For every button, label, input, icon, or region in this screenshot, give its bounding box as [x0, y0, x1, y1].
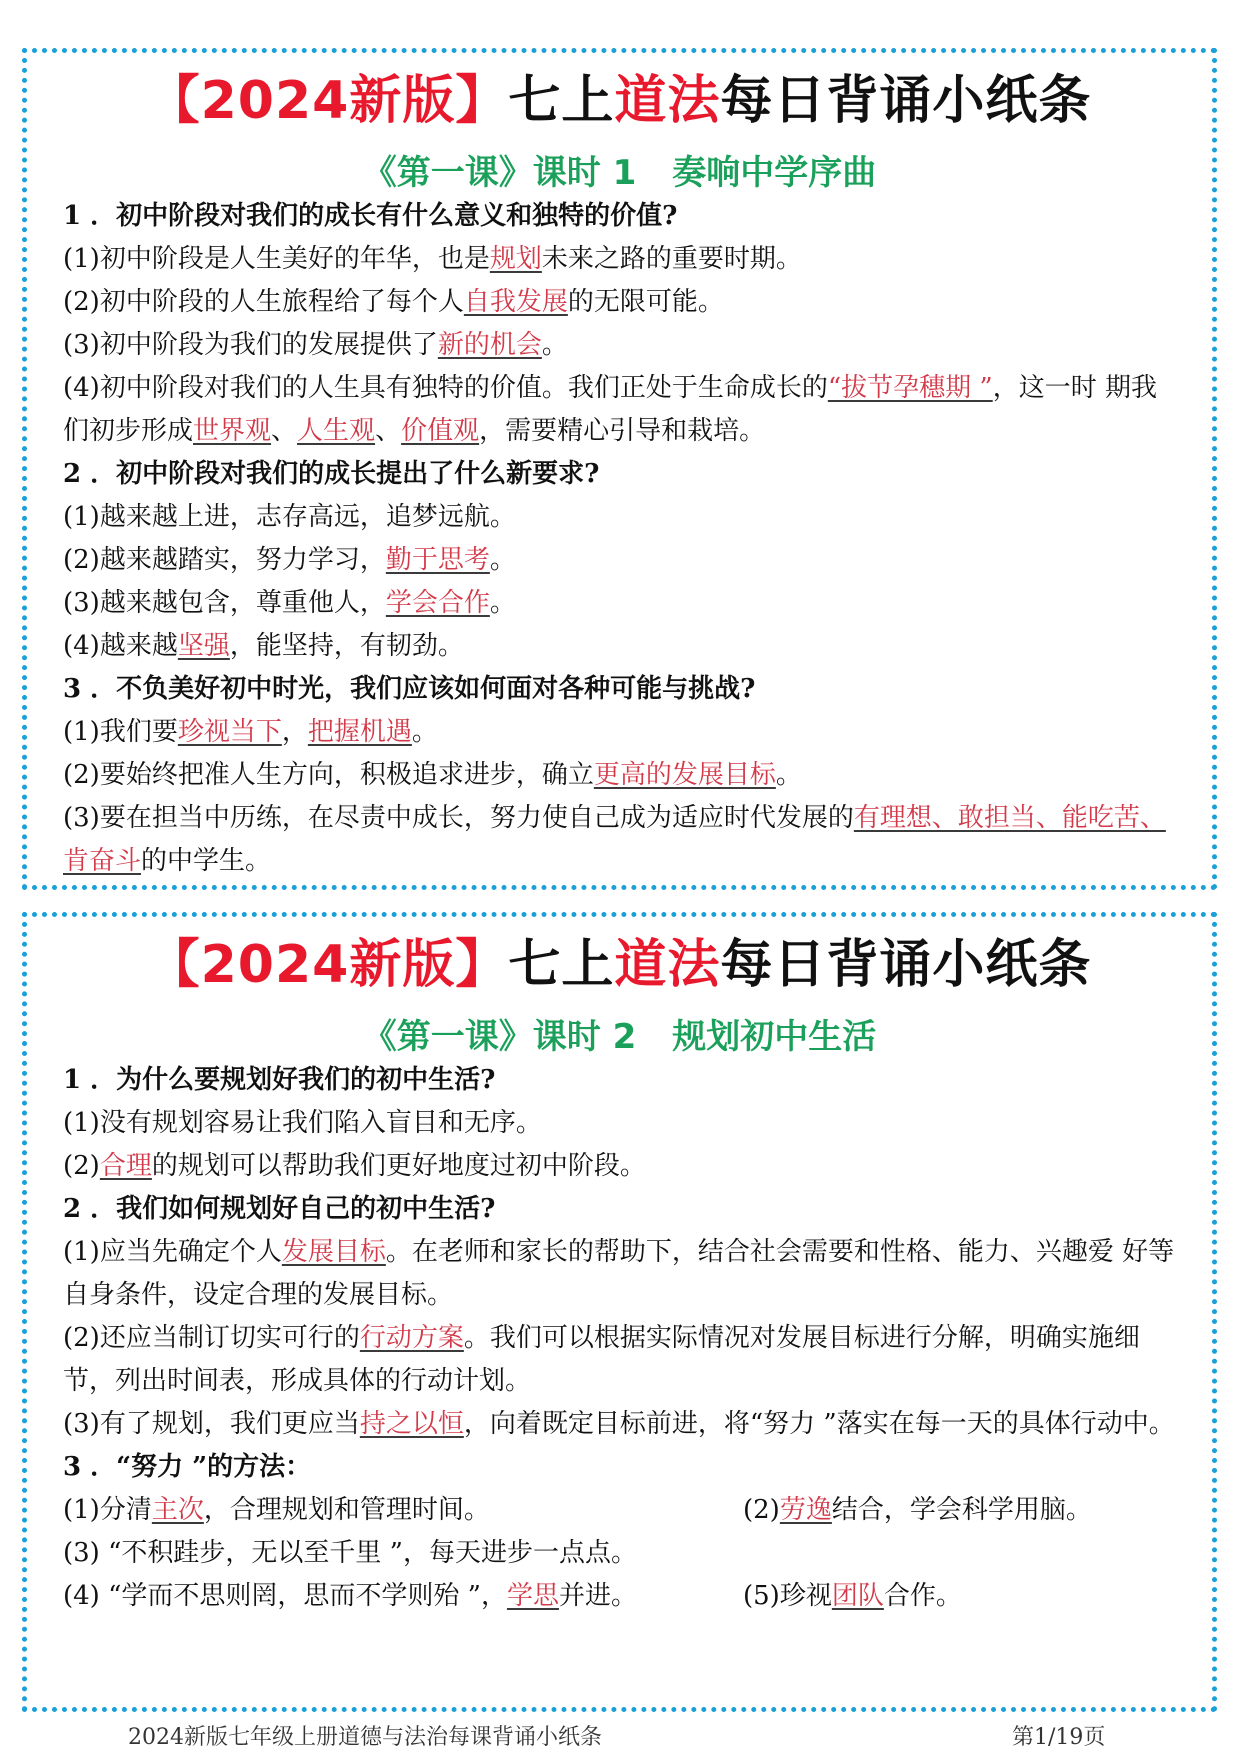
key-term: 主次: [151, 1495, 204, 1525]
header-new-edition: 新版: [349, 935, 456, 995]
key-term: 合理: [99, 1151, 152, 1181]
key-term: 世界观: [193, 416, 272, 446]
key-term: 学思: [506, 1581, 559, 1611]
answer-1-2: (2)初中阶段的人生旅程给了每个人自我发展的无限可能。: [63, 287, 724, 317]
question-3: 3 ．“努力 ”的方法：: [63, 1452, 312, 1482]
answer-2-2: (2)越来越踏实，努力学习，勤于思考。: [63, 545, 516, 575]
lesson-topic: 规划初中生活: [672, 1017, 877, 1057]
footer-title: 2024新版七年级上册道德与法治每课背诵小纸条: [128, 1725, 602, 1750]
key-term: 新的机会: [437, 330, 542, 360]
answer-2-3: (3)越来越包含，尊重他人，学会合作。: [63, 588, 516, 618]
key-term: 持之以恒: [359, 1409, 464, 1439]
header-subject: 道法: [614, 71, 721, 131]
answer-1-2: (2)合理的规划可以帮助我们更好地度过初中阶段。: [63, 1151, 646, 1181]
note-card-lesson1-1: [22, 48, 1217, 890]
answer-2-4: (4)越来越坚强，能坚持，有韧劲。: [63, 631, 464, 661]
key-term: 勤于思考: [385, 545, 490, 575]
lesson-topic: 奏响中学序曲: [672, 153, 877, 193]
key-term: 规划: [489, 244, 542, 274]
header-grade: 七上: [508, 935, 615, 995]
answer-2-3: (3)有了规划，我们更应当持之以恒，向着既定目标前进，将“努力 ”落实在每一天的具体行动中。: [63, 1409, 1175, 1439]
key-term: 劳逸: [779, 1495, 832, 1525]
header-new-edition: 新版: [349, 71, 456, 131]
answer-2-1: (1)应当先确定个人发展目标。在老师和家长的帮助下，结合社会需要和性格、能力、兴趣爱 好等自身条件，设定合理的发展目标。: [63, 1237, 1175, 1310]
method-4: (4) “学而不思则罔，思而不学则殆 ”，学思并进。: [63, 1581, 637, 1611]
page-number: 第1/19页: [1012, 1725, 1106, 1750]
method-row-3: [63, 1575, 1182, 1618]
header-year: 2024: [200, 71, 350, 131]
bracket-close: 】: [455, 935, 509, 995]
header-rest: 每日背诵小纸条: [720, 71, 1092, 131]
header-rest: 每日背诵小纸条: [720, 935, 1092, 995]
bracket-open: 【: [147, 935, 201, 995]
key-term: 坚强: [177, 631, 230, 661]
method-1: (1)分清主次，合理规划和管理时间。: [63, 1495, 490, 1525]
answer-1-3: (3)初中阶段为我们的发展提供了新的机会。: [63, 330, 568, 360]
key-term: 有理想、敢担当、能吃苦、肯奋斗: [63, 803, 1166, 876]
key-term: 行动方案: [359, 1323, 464, 1353]
header-year: 2024: [200, 935, 350, 995]
card-header: [27, 933, 1212, 997]
question-2: 2 ．我们如何规划好自己的初中生活?: [63, 1194, 496, 1224]
key-term: 更高的发展目标: [593, 760, 776, 790]
key-term: 团队: [831, 1581, 884, 1611]
card-header: [27, 69, 1212, 133]
key-term: 价值观: [401, 416, 480, 446]
answer-1-1: (1)没有规划容易让我们陷入盲目和无序。: [63, 1108, 542, 1138]
question-1: 1 ．初中阶段对我们的成长有什么意义和独特的价值?: [63, 201, 678, 231]
key-term: 珍视当下: [177, 717, 282, 747]
lesson-label: 《第一课》课时 1: [362, 153, 637, 193]
key-term: 学会合作: [385, 588, 490, 618]
answer-2-2: (2)还应当制订切实可行的行动方案。我们可以根据实际情况对发展目标进行分解，明确实施细节，列出时间表，形成具体的行动计划。: [63, 1323, 1140, 1396]
bracket-open: 【: [147, 71, 201, 131]
card-body: [27, 1059, 1212, 1618]
method-3: (3) “不积跬步，无以至千里 ”，每天进步一点点。: [63, 1538, 637, 1568]
answer-3-3: (3)要在担当中历练，在尽责中成长，努力使自己成为适应时代发展的有理想、敢担当、能吃苦、肯奋斗的中学生。: [63, 803, 1166, 876]
answer-1-1: (1)初中阶段是人生美好的年华，也是规划未来之路的重要时期。: [63, 244, 802, 274]
card-body: [27, 195, 1212, 883]
page-footer: [0, 1716, 1241, 1754]
answer-3-1: (1)我们要珍视当下，把握机遇。: [63, 717, 438, 747]
answer-2-1: (1)越来越上进，志存高远，追梦远航。: [63, 502, 516, 532]
key-term: 人生观: [297, 416, 376, 446]
key-term: “拔节孕穗期 ”: [827, 373, 993, 403]
lesson-subtitle: [27, 1015, 1212, 1059]
question-2: 2 ．初中阶段对我们的成长提出了什么新要求?: [63, 459, 600, 489]
lesson-subtitle: [27, 151, 1212, 195]
key-term: 发展目标: [281, 1237, 386, 1267]
answer-3-2: (2)要始终把准人生方向，积极追求进步，确立更高的发展目标。: [63, 760, 802, 790]
method-2: (2)劳逸结合，学会科学用脑。: [743, 1495, 1092, 1525]
header-subject: 道法: [614, 935, 721, 995]
method-row-1: [63, 1489, 1182, 1532]
lesson-label: 《第一课》课时 2: [362, 1017, 637, 1057]
bracket-close: 】: [455, 71, 509, 131]
method-5: (5)珍视团队合作。: [743, 1581, 962, 1611]
header-grade: 七上: [508, 71, 615, 131]
question-1: 1 ．为什么要规划好我们的初中生活?: [63, 1065, 496, 1095]
key-term: 把握机遇: [307, 717, 412, 747]
note-card-lesson1-2: [22, 912, 1217, 1712]
answer-1-4: (4)初中阶段对我们的人生具有独特的价值。我们正处于生命成长的“拔节孕穗期 ”，这一时 期我们初步形成世界观、人生观、价值观，需要精心引导和栽培。: [63, 373, 1157, 446]
key-term: 自我发展: [463, 287, 568, 317]
question-3: 3 ．不负美好初中时光，我们应该如何面对各种可能与挑战?: [63, 674, 756, 704]
